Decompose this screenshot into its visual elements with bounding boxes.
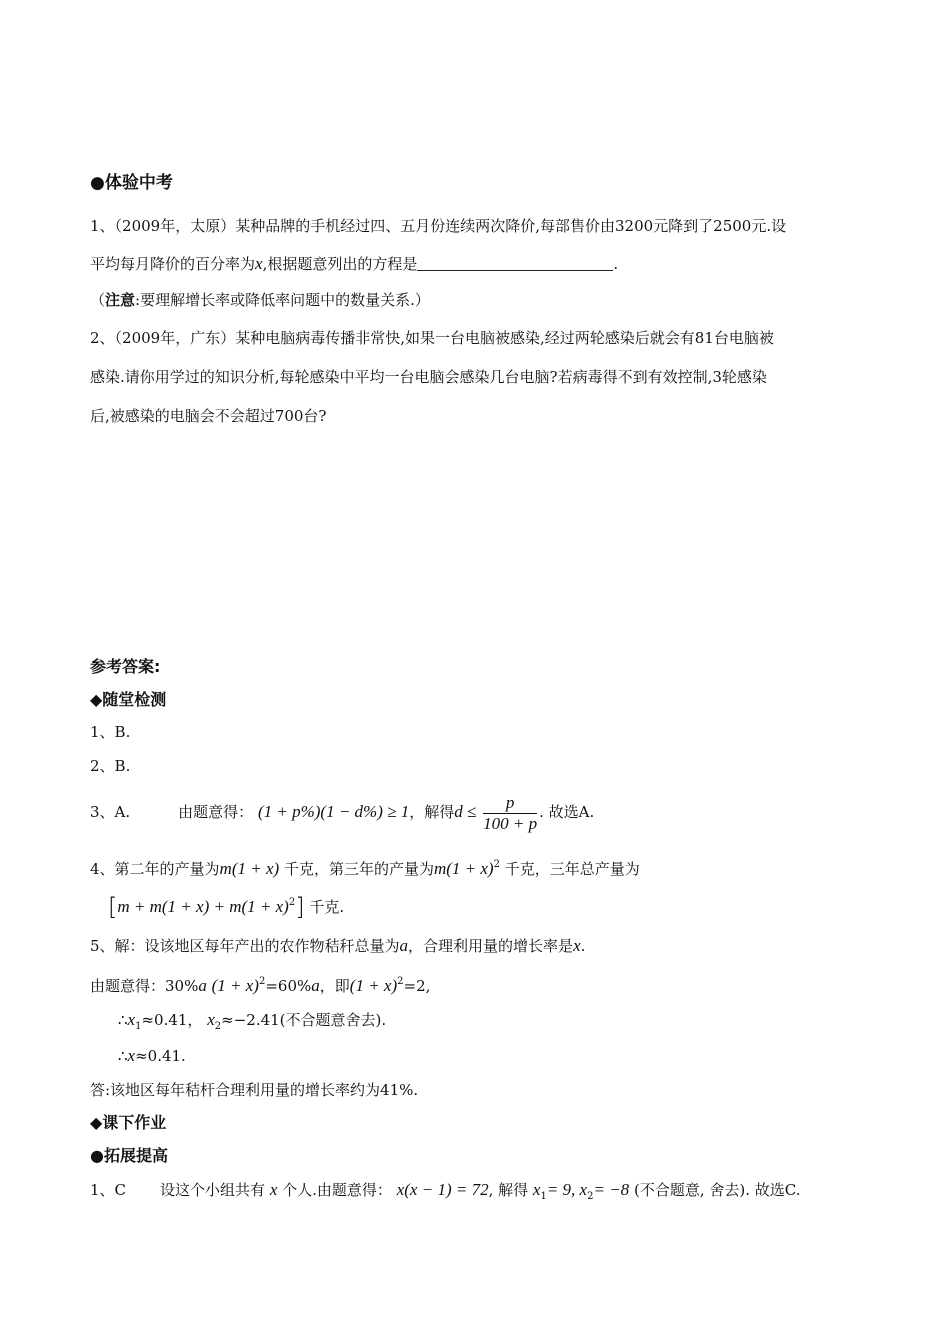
- answer-blank: [417, 256, 613, 271]
- answer-4-line2: $[m + m(1 + x) + m(1 + x)^2]$ 千克.: [108, 893, 345, 921]
- answers-title: 参考答案:: [90, 657, 161, 676]
- inequality: (1 + p%)(1 − d%) ≥ 1: [257, 802, 410, 821]
- note-label: 注意: [105, 291, 136, 309]
- answer-5-conclusion: 答:该地区每年秸杆合理利用量的增长率约为41%.: [90, 1081, 419, 1099]
- q2-line3: 后,被感染的电脑会不会超过700台?: [90, 407, 327, 425]
- answer-5-line2: 由题意得：30%a $(1 + x)^2=60\%a$，即$(1 + x)^2=2$,: [90, 976, 431, 995]
- var-x: x: [255, 254, 263, 273]
- q2-line1: 2、（2009年，广东）某种电脑病毒传播非常快,如果一台电脑被感染,经过两轮感染后就会有81台电脑被: [90, 329, 774, 347]
- answer-2: 2、B.: [90, 757, 131, 775]
- answer-5-line1: 5、解：设该地区每年产出的农作物秸秆总量为a，合理利用量的增长率是x.: [90, 936, 586, 955]
- section-homework: ◆课下作业: [90, 1113, 167, 1132]
- q2-line2: 感染.请你用学过的知识分析,每轮感染中平均一台电脑会感染几台电脑?若病毒得不到有效控制,3轮感染: [90, 368, 767, 386]
- extension-answer-1: 1、C 设这个小组共有 x 个人.由题意得： x(x − 1) = 72, 解得 $x_1= 9$, $x_2= -8$ (不合题意, 舍去). 故选C.: [90, 1180, 801, 1202]
- answer-3: 3、A. 由题意得： (1 + p%)(1 − d%) ≥ 1，解得d ≤ $\frac{p}{100 + p}$ . 故选A.: [90, 792, 595, 833]
- answer-1: 1、B.: [90, 723, 131, 741]
- q1-line2: 平均每月降价的百分率为x,根据题意列出的方程是 .: [90, 254, 619, 273]
- section-in-class-check: ◆随堂检测: [90, 690, 167, 709]
- q1-line1: 1、（2009年，太原）某种品牌的手机经过四、五月份连续两次降价,每部售价由3200元降到了2500元.设: [90, 217, 787, 235]
- answer-4-line1: 4、第二年的产量为m(1 + x) 千克，第三年的产量为$m(1 + x)^2$ 千克，三年总产量为: [90, 859, 640, 878]
- answer-5-line4: ∴x≈0.41.: [118, 1046, 186, 1065]
- q1-note: （注意:要理解增长率或降低率问题中的数量关系.）: [90, 291, 430, 309]
- answer-5-line3: $\therefore x_1\approx 0.41$， $x_2\approx-2.41$(不合题意舍去).: [118, 1010, 387, 1032]
- fraction: $\frac{p}{100 + p}$: [483, 792, 538, 833]
- exam-section-title: ●体验中考: [90, 173, 173, 193]
- section-extension: ●拓展提高: [90, 1146, 168, 1165]
